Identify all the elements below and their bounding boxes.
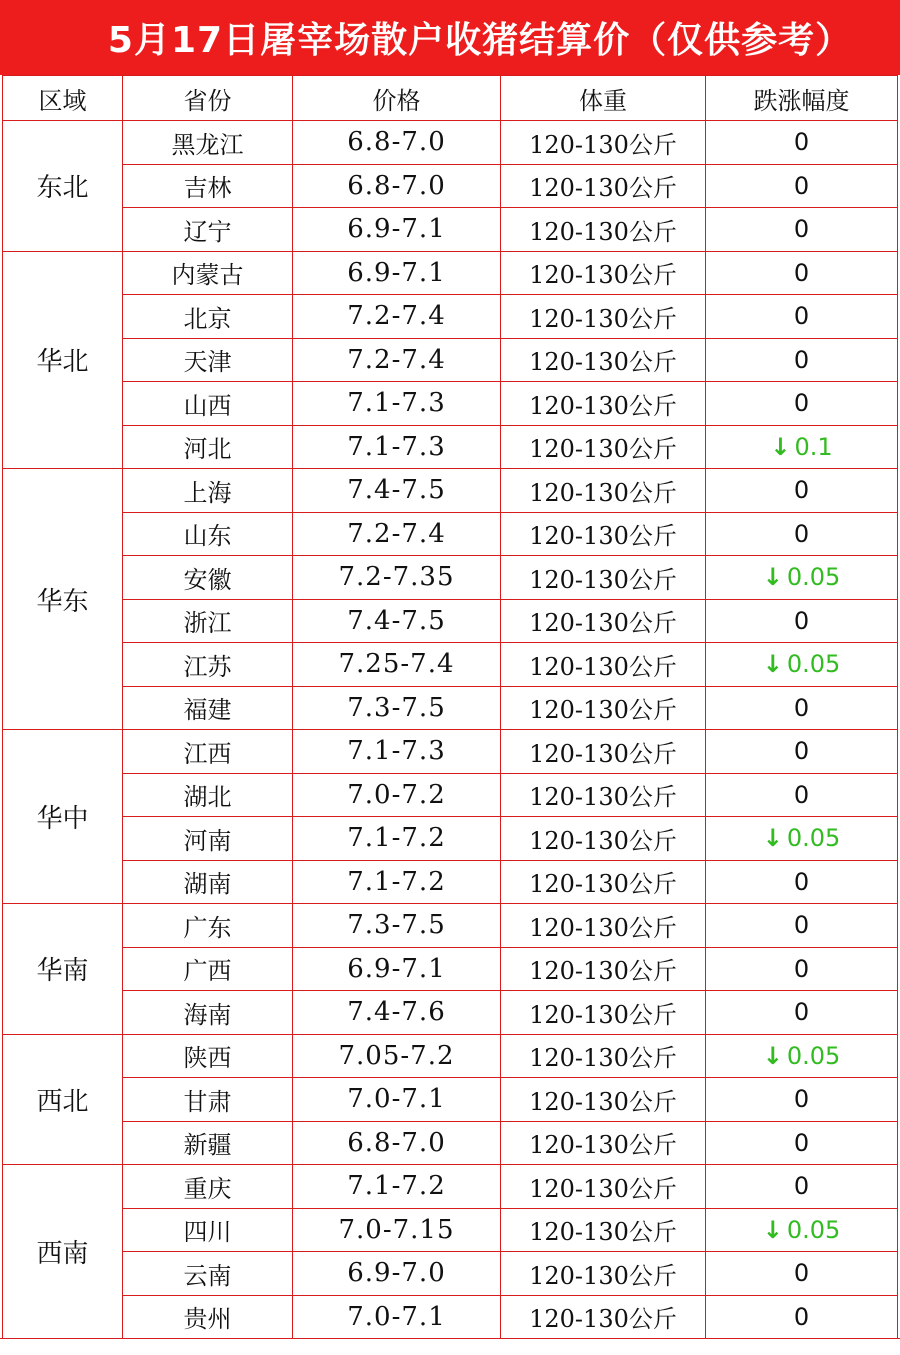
table-row bbox=[3, 991, 898, 1035]
table-row bbox=[3, 730, 898, 774]
header-region: 区域 bbox=[3, 76, 123, 121]
weight-cell: 120-130公斤 bbox=[501, 1295, 706, 1339]
price-cell: 7.4-7.5 bbox=[293, 469, 501, 513]
weight-cell: 120-130公斤 bbox=[501, 251, 706, 295]
table-row bbox=[3, 425, 898, 469]
table-row bbox=[3, 643, 898, 687]
arrow-down-icon: ↓ bbox=[770, 432, 791, 461]
weight-cell: 120-130公斤 bbox=[501, 556, 706, 600]
province-cell: 浙江 bbox=[123, 599, 293, 643]
change-value: 0 bbox=[793, 606, 810, 635]
province-cell: 广东 bbox=[123, 904, 293, 948]
change-cell bbox=[706, 425, 898, 469]
price-cell: 6.9-7.1 bbox=[293, 251, 501, 295]
change-cell bbox=[706, 643, 898, 687]
change-value: 0 bbox=[793, 171, 810, 200]
province-cell: 上海 bbox=[123, 469, 293, 513]
change-cell bbox=[706, 556, 898, 600]
header-change: 跌涨幅度 bbox=[706, 76, 898, 121]
weight-cell: 120-130公斤 bbox=[501, 1165, 706, 1209]
price-cell: 7.2-7.4 bbox=[293, 295, 501, 339]
table-row bbox=[3, 1121, 898, 1165]
change-value: 0 bbox=[793, 389, 810, 418]
change-value: 0 bbox=[793, 1085, 810, 1114]
region-cell: 华东 bbox=[3, 469, 123, 730]
arrow-down-icon: ↓ bbox=[762, 824, 783, 853]
change-value: 0 bbox=[793, 693, 810, 722]
table-row bbox=[3, 817, 898, 861]
table-row bbox=[3, 947, 898, 991]
weight-cell: 120-130公斤 bbox=[501, 599, 706, 643]
change-cell bbox=[706, 382, 898, 426]
change-value: 0 bbox=[793, 476, 810, 505]
price-cell: 7.3-7.5 bbox=[293, 686, 501, 730]
region-cell: 华北 bbox=[3, 251, 123, 469]
header-row bbox=[3, 76, 898, 121]
region-cell: 西南 bbox=[3, 1165, 123, 1339]
change-value: 0 bbox=[793, 998, 810, 1027]
weight-cell: 120-130公斤 bbox=[501, 947, 706, 991]
price-cell: 7.1-7.3 bbox=[293, 730, 501, 774]
change-value: 0 bbox=[793, 302, 810, 331]
province-cell: 贵州 bbox=[123, 1295, 293, 1339]
arrow-down-icon: ↓ bbox=[762, 650, 783, 679]
change-value: 0 bbox=[793, 911, 810, 940]
price-cell: 7.25-7.4 bbox=[293, 643, 501, 687]
price-cell: 7.2-7.35 bbox=[293, 556, 501, 600]
province-cell: 河南 bbox=[123, 817, 293, 861]
province-cell: 江苏 bbox=[123, 643, 293, 687]
change-cell bbox=[706, 599, 898, 643]
price-cell: 7.0-7.1 bbox=[293, 1078, 501, 1122]
table-row bbox=[3, 773, 898, 817]
price-cell: 7.2-7.4 bbox=[293, 512, 501, 556]
price-cell: 7.1-7.2 bbox=[293, 1165, 501, 1209]
change-cell bbox=[706, 1295, 898, 1339]
province-cell: 重庆 bbox=[123, 1165, 293, 1209]
table-row bbox=[3, 208, 898, 252]
table-row bbox=[3, 860, 898, 904]
table-row bbox=[3, 295, 898, 339]
change-value: 0 bbox=[793, 128, 810, 157]
province-cell: 福建 bbox=[123, 686, 293, 730]
province-cell: 吉林 bbox=[123, 164, 293, 208]
change-cell bbox=[706, 947, 898, 991]
price-cell: 6.9-7.0 bbox=[293, 1252, 501, 1296]
change-value: 0 bbox=[793, 1259, 810, 1288]
table-row bbox=[3, 512, 898, 556]
weight-cell: 120-130公斤 bbox=[501, 382, 706, 426]
table-row bbox=[3, 1252, 898, 1296]
change-cell bbox=[706, 251, 898, 295]
change-value: 0 bbox=[793, 1128, 810, 1157]
change-value: 0 bbox=[793, 780, 810, 809]
change-value: 0 bbox=[793, 258, 810, 287]
price-cell: 7.1-7.3 bbox=[293, 425, 501, 469]
price-cell: 6.9-7.1 bbox=[293, 208, 501, 252]
table-row bbox=[3, 164, 898, 208]
change-cell bbox=[706, 164, 898, 208]
table-row bbox=[3, 121, 898, 165]
region-cell: 西北 bbox=[3, 1034, 123, 1165]
province-cell: 黑龙江 bbox=[123, 121, 293, 165]
table-row bbox=[3, 251, 898, 295]
change-cell bbox=[706, 208, 898, 252]
table-row bbox=[3, 1034, 898, 1078]
province-cell: 新疆 bbox=[123, 1121, 293, 1165]
weight-cell: 120-130公斤 bbox=[501, 208, 706, 252]
table-row bbox=[3, 1208, 898, 1252]
weight-cell: 120-130公斤 bbox=[501, 817, 706, 861]
change-value: 0.05 bbox=[786, 824, 841, 853]
price-cell: 7.3-7.5 bbox=[293, 904, 501, 948]
weight-cell: 120-130公斤 bbox=[501, 164, 706, 208]
change-cell bbox=[706, 338, 898, 382]
change-cell bbox=[706, 904, 898, 948]
change-cell bbox=[706, 512, 898, 556]
change-value: 0 bbox=[793, 867, 810, 896]
change-cell bbox=[706, 991, 898, 1035]
change-value: 0 bbox=[793, 1172, 810, 1201]
change-cell bbox=[706, 686, 898, 730]
province-cell: 湖南 bbox=[123, 860, 293, 904]
province-cell: 海南 bbox=[123, 991, 293, 1035]
change-value: 0.05 bbox=[786, 1215, 841, 1244]
weight-cell: 120-130公斤 bbox=[501, 469, 706, 513]
header-price: 价格 bbox=[293, 76, 501, 121]
province-cell: 云南 bbox=[123, 1252, 293, 1296]
change-value: 0.05 bbox=[786, 1041, 841, 1070]
province-cell: 山西 bbox=[123, 382, 293, 426]
change-value: 0 bbox=[793, 215, 810, 244]
table-row bbox=[3, 338, 898, 382]
arrow-down-icon: ↓ bbox=[762, 1041, 783, 1070]
province-cell: 江西 bbox=[123, 730, 293, 774]
change-cell bbox=[706, 469, 898, 513]
change-cell bbox=[706, 817, 898, 861]
change-cell bbox=[706, 1208, 898, 1252]
title-banner bbox=[0, 0, 900, 75]
change-value: 0 bbox=[793, 737, 810, 766]
price-cell: 6.8-7.0 bbox=[293, 121, 501, 165]
change-cell bbox=[706, 1034, 898, 1078]
province-cell: 广西 bbox=[123, 947, 293, 991]
weight-cell: 120-130公斤 bbox=[501, 512, 706, 556]
province-cell: 山东 bbox=[123, 512, 293, 556]
change-value: 0 bbox=[793, 345, 810, 374]
weight-cell: 120-130公斤 bbox=[501, 425, 706, 469]
price-cell: 7.0-7.15 bbox=[293, 1208, 501, 1252]
weight-cell: 120-130公斤 bbox=[501, 1034, 706, 1078]
price-cell: 6.8-7.0 bbox=[293, 1121, 501, 1165]
bottom-border bbox=[0, 1338, 900, 1355]
change-cell bbox=[706, 773, 898, 817]
weight-cell: 120-130公斤 bbox=[501, 904, 706, 948]
table-row bbox=[3, 1165, 898, 1209]
change-value: 0 bbox=[793, 1302, 810, 1331]
weight-cell: 120-130公斤 bbox=[501, 686, 706, 730]
page-title: 5月17日屠宰场散户收猪结算价（仅供参考） bbox=[107, 20, 853, 61]
arrow-down-icon: ↓ bbox=[762, 1215, 783, 1244]
province-cell: 天津 bbox=[123, 338, 293, 382]
change-cell bbox=[706, 1078, 898, 1122]
weight-cell: 120-130公斤 bbox=[501, 1078, 706, 1122]
price-cell: 7.4-7.5 bbox=[293, 599, 501, 643]
weight-cell: 120-130公斤 bbox=[501, 1121, 706, 1165]
change-cell bbox=[706, 860, 898, 904]
header-province: 省份 bbox=[123, 76, 293, 121]
table-row bbox=[3, 556, 898, 600]
province-cell: 湖北 bbox=[123, 773, 293, 817]
change-cell bbox=[706, 1252, 898, 1296]
price-cell: 7.1-7.3 bbox=[293, 382, 501, 426]
price-cell: 7.2-7.4 bbox=[293, 338, 501, 382]
price-table bbox=[2, 75, 898, 1339]
change-value: 0.05 bbox=[786, 563, 841, 592]
weight-cell: 120-130公斤 bbox=[501, 991, 706, 1035]
province-cell: 四川 bbox=[123, 1208, 293, 1252]
province-cell: 甘肃 bbox=[123, 1078, 293, 1122]
change-value: 0.05 bbox=[786, 650, 841, 679]
table-row bbox=[3, 1078, 898, 1122]
province-cell: 北京 bbox=[123, 295, 293, 339]
price-cell: 7.05-7.2 bbox=[293, 1034, 501, 1078]
change-cell bbox=[706, 121, 898, 165]
weight-cell: 120-130公斤 bbox=[501, 295, 706, 339]
region-cell: 东北 bbox=[3, 121, 123, 252]
price-cell: 7.0-7.2 bbox=[293, 773, 501, 817]
price-cell: 7.4-7.6 bbox=[293, 991, 501, 1035]
table-row bbox=[3, 1295, 898, 1339]
weight-cell: 120-130公斤 bbox=[501, 338, 706, 382]
price-cell: 6.9-7.1 bbox=[293, 947, 501, 991]
price-cell: 6.8-7.0 bbox=[293, 164, 501, 208]
change-cell bbox=[706, 295, 898, 339]
region-cell: 华中 bbox=[3, 730, 123, 904]
table-row bbox=[3, 469, 898, 513]
price-cell: 7.1-7.2 bbox=[293, 860, 501, 904]
change-cell bbox=[706, 1165, 898, 1209]
table-row bbox=[3, 686, 898, 730]
change-cell bbox=[706, 1121, 898, 1165]
province-cell: 河北 bbox=[123, 425, 293, 469]
header-weight: 体重 bbox=[501, 76, 706, 121]
change-value: 0.1 bbox=[794, 432, 833, 461]
weight-cell: 120-130公斤 bbox=[501, 643, 706, 687]
province-cell: 辽宁 bbox=[123, 208, 293, 252]
weight-cell: 120-130公斤 bbox=[501, 860, 706, 904]
province-cell: 内蒙古 bbox=[123, 251, 293, 295]
weight-cell: 120-130公斤 bbox=[501, 1208, 706, 1252]
table-row bbox=[3, 904, 898, 948]
table-row bbox=[3, 382, 898, 426]
table-row bbox=[3, 599, 898, 643]
weight-cell: 120-130公斤 bbox=[501, 773, 706, 817]
weight-cell: 120-130公斤 bbox=[501, 1252, 706, 1296]
price-cell: 7.0-7.1 bbox=[293, 1295, 501, 1339]
province-cell: 安徽 bbox=[123, 556, 293, 600]
region-cell: 华南 bbox=[3, 904, 123, 1035]
arrow-down-icon: ↓ bbox=[762, 563, 783, 592]
table-body bbox=[3, 121, 898, 1339]
province-cell: 陕西 bbox=[123, 1034, 293, 1078]
weight-cell: 120-130公斤 bbox=[501, 121, 706, 165]
price-cell: 7.1-7.2 bbox=[293, 817, 501, 861]
change-value: 0 bbox=[793, 519, 810, 548]
change-value: 0 bbox=[793, 954, 810, 983]
change-cell bbox=[706, 730, 898, 774]
weight-cell: 120-130公斤 bbox=[501, 730, 706, 774]
